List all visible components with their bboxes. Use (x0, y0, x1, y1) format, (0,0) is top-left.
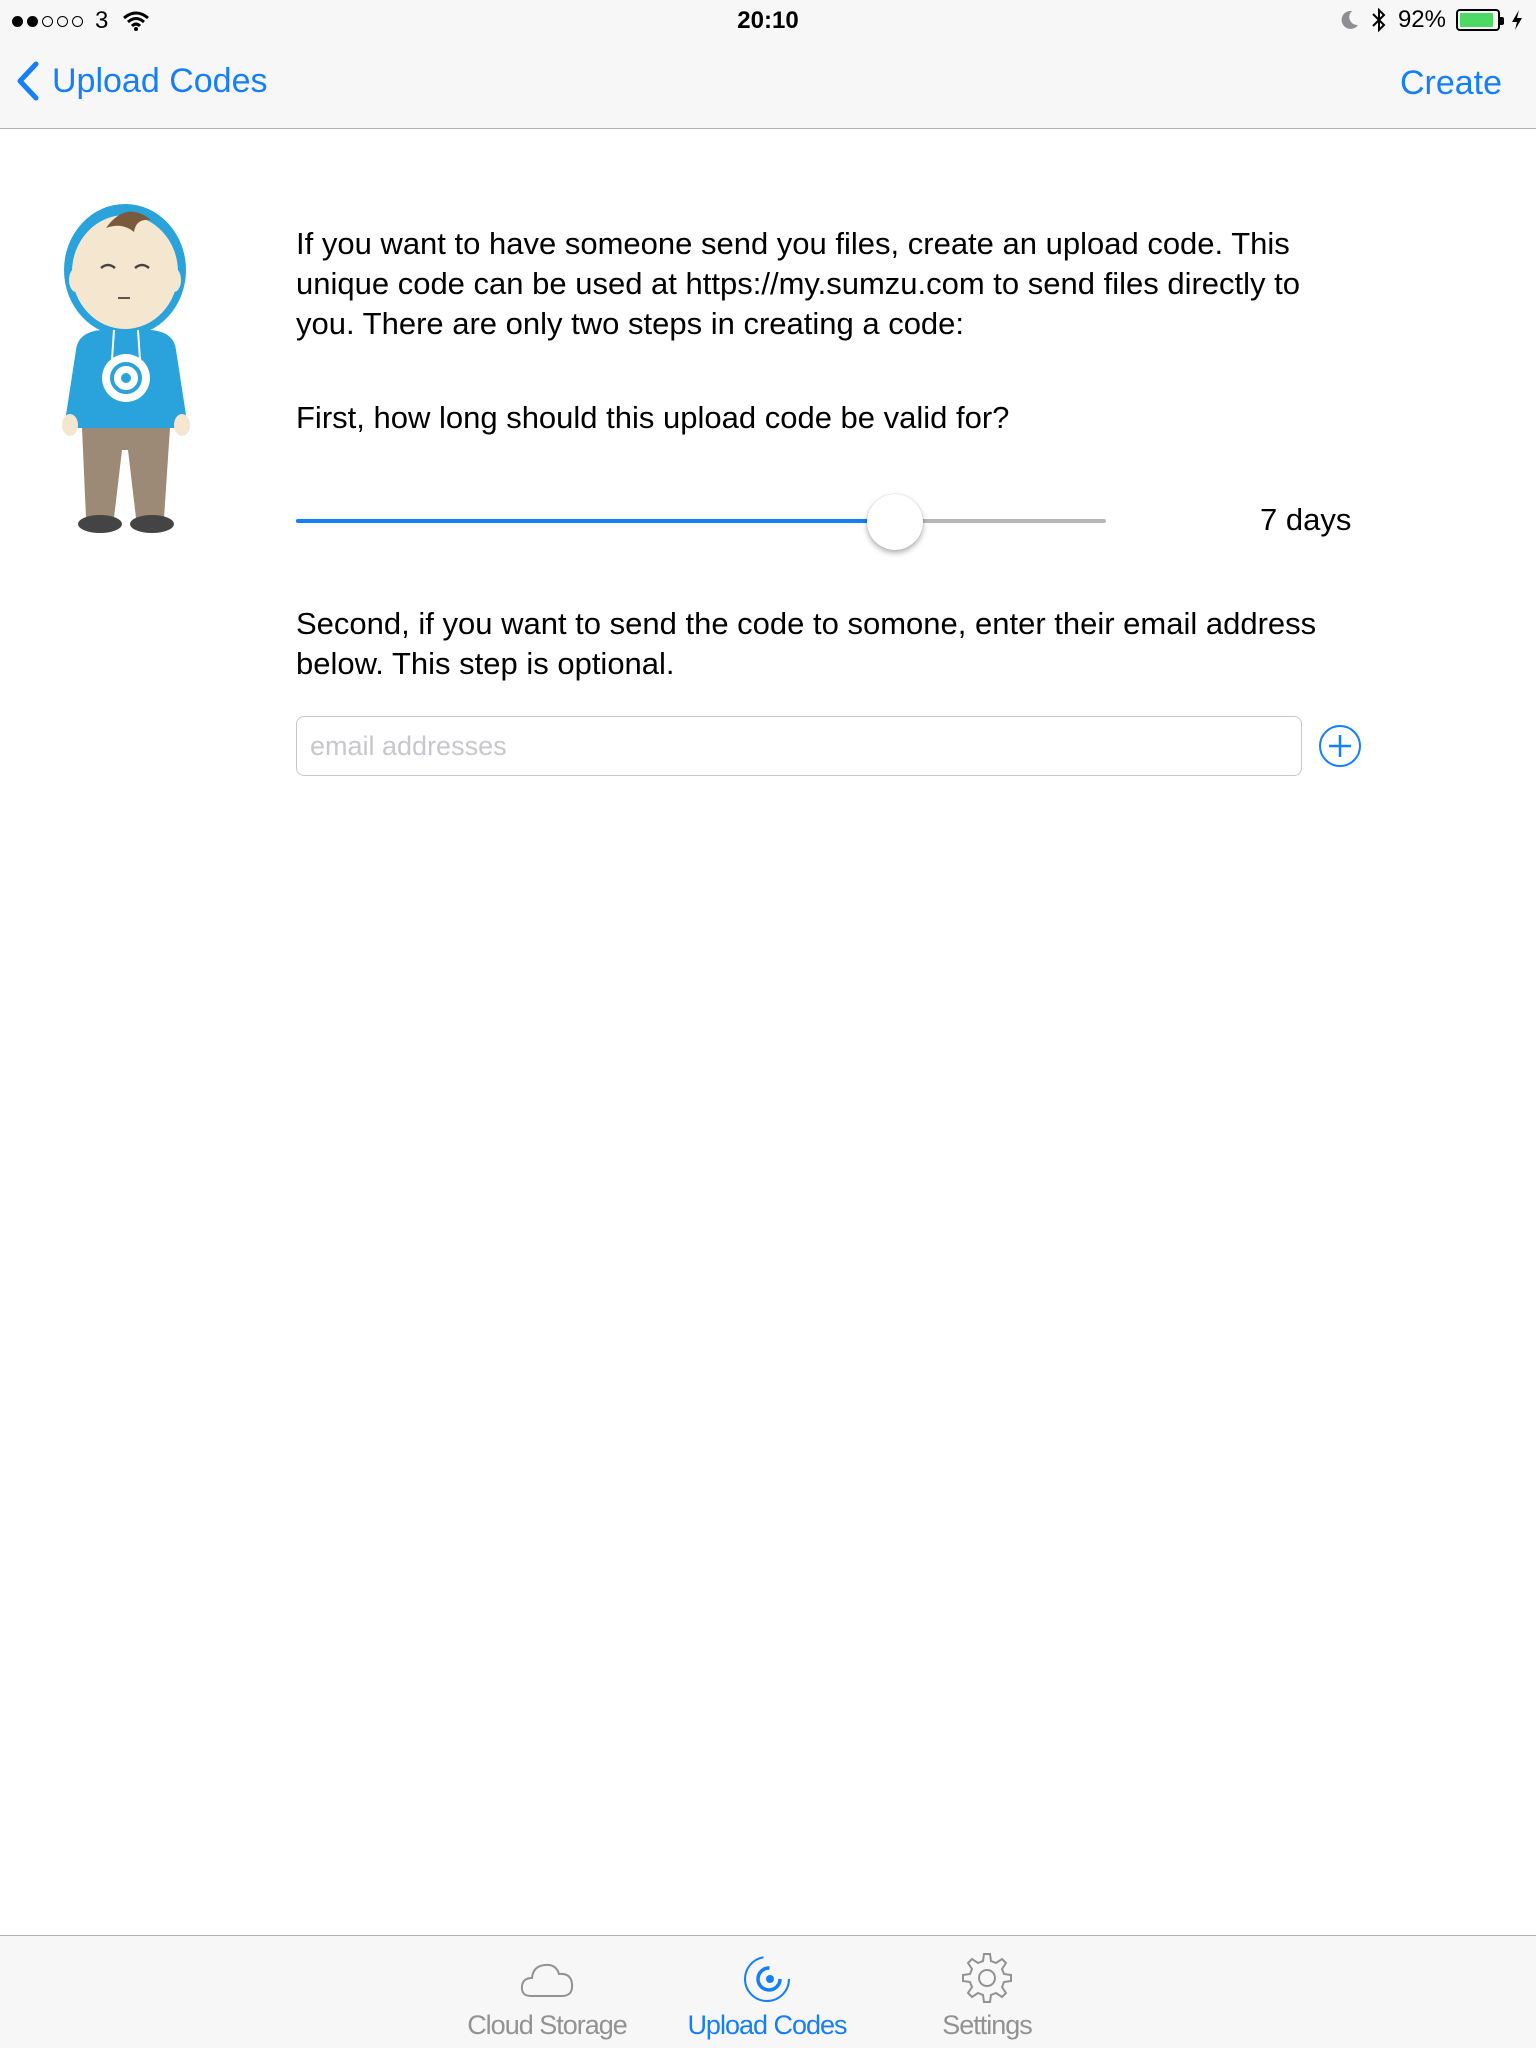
email-addresses-input[interactable] (296, 716, 1302, 776)
charging-icon (1510, 9, 1524, 31)
tab-label: Upload Codes (687, 2010, 847, 2040)
slider-thumb[interactable] (867, 494, 923, 550)
navigation-bar (0, 40, 1536, 129)
slider-fill (296, 519, 895, 523)
validity-slider[interactable] (296, 492, 1106, 552)
carrier-name: 3 (95, 7, 109, 34)
slider-value-label: 7 days (1260, 502, 1352, 537)
tab-label: Cloud Storage (467, 2010, 627, 2040)
status-right (1338, 6, 1524, 34)
intro-text: If you want to have someone send you files, create an upload code. This unique code can be used at https://my.sumzu.com to send files directly to you. There are only two steps in creating a code: (296, 226, 1301, 341)
step2-instructions: Second, if you want to send the code to somone, enter their email address below. This step is optional. (296, 606, 1317, 681)
cloud-icon (519, 1950, 575, 2006)
status-time: 20:10 (737, 7, 799, 34)
gear-icon (959, 1950, 1015, 2006)
add-email-button[interactable] (1318, 724, 1362, 768)
create-button[interactable]: Create (1399, 64, 1502, 102)
back-button-label: Upload Codes (52, 61, 268, 100)
mascot-illustration (56, 200, 206, 540)
tab-cloud-storage[interactable] (452, 1936, 642, 2048)
battery-cap (1500, 17, 1504, 25)
tab-bar (0, 1935, 1536, 2048)
tab-settings[interactable] (892, 1936, 1082, 2048)
back-button[interactable] (14, 60, 267, 102)
tab-upload-codes[interactable] (672, 1936, 862, 2048)
tab-label: Settings (942, 2010, 1032, 2040)
step1-question: First, how long should this upload code be valid for? (296, 400, 1010, 435)
battery-level (1460, 13, 1493, 27)
battery-icon (1456, 9, 1500, 31)
status-bar (0, 0, 1536, 40)
bluetooth-icon (1370, 7, 1388, 33)
chevron-left-icon (14, 60, 40, 102)
do-not-disturb-icon (1338, 9, 1360, 31)
swirl-icon (739, 1950, 795, 2006)
battery-percent: 92% (1397, 6, 1446, 33)
